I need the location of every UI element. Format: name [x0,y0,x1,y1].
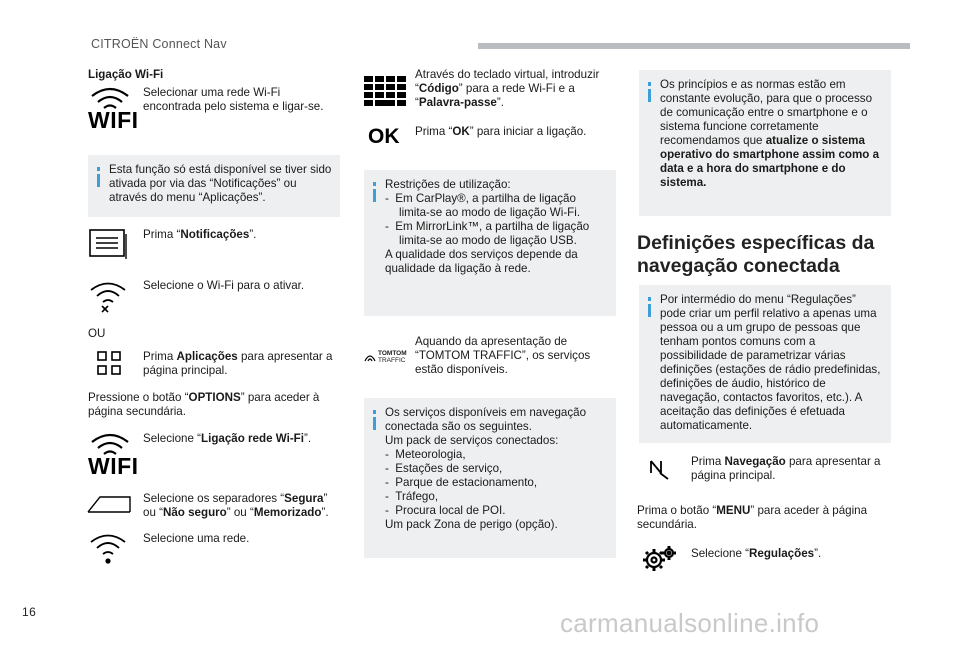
step-press-options: Pressione o botão “OPTIONS” para aceder à página secundária. [88,391,320,418]
header-title: CITROËN Connect Nav [91,37,227,51]
step-activate-wifi: Selecione o Wi-Fi para o ativar. [143,279,305,292]
services-pack: Um pack de serviços conectados: [385,434,559,447]
restriction-item: - Em MirrorLink™, a partilha de ligação limita-se ao modo de ligação USB. [385,220,590,247]
service-item: - Estações de serviço, [385,462,503,475]
apps-icon [96,350,122,380]
notifications-icon [88,228,128,264]
traffic-line: TRAFFIC [378,357,406,364]
note-text: Esta função só está disponível se tiver sido ativada por via das “Notificações” ou através do menu “Aplicações”. [109,163,332,204]
watermark: carmanualsonline.info [560,608,820,638]
step-press-notifications: Prima “Notificações”. [143,228,257,241]
tabs-icon [86,494,132,520]
profile-note-text: Por intermédio do menu “Regulações” pode criar um perfil relativo a apenas uma pessoa ou a um grupo de pessoas que tenham pontos comuns com a possibilidade de parametrizar várias definições (estações de rádio predefinidas, definições de áudio, histórico de navegação, contactos favoritos, etc.). A aceitação das definições é efetuada automaticamente. [660,293,881,432]
header-divider [478,43,910,49]
wifi-label: WIFI [88,107,139,133]
step-select-tabs: Selecione os separadores “Segura” ou “Não seguro” ou “Memorizado”. [143,492,329,519]
service-item: - Parque de estacionamento, [385,476,538,489]
section-title-connected-navigation: Definições específicas da navegação conectada [637,232,875,277]
page-number: 16 [22,605,37,619]
keyboard-icon [364,76,406,110]
restrictions-quality: A qualidade dos serviços depende da qualidade da ligação à rede. [385,248,578,275]
services-intro: Os serviços disponíveis em navegação conectada são os seguintes. [385,406,587,433]
services-danger-zone: Um pack Zona de perigo (opção). [385,518,558,531]
restrictions-title: Restrições de utilização: [385,178,511,191]
step-enter-code: Através do teclado virtual, introduzir “Código” para a rede Wi-Fi e a “Palavra-passe”. [415,68,600,109]
services-note [364,398,616,558]
navigation-icon [648,459,670,485]
step-press-ok: Prima “OK” para iniciar a ligação. [415,125,587,138]
wifi-network-icon [88,432,139,479]
gear-icon [640,544,678,582]
tomtom-line: TOMTOM [378,350,407,357]
profile-note [639,285,891,443]
step-press-apps: Prima Aplicações para apresentar a página principal. [143,350,333,377]
step-select-settings: Selecione “Regulações”. [691,547,822,560]
restrictions-note [364,170,616,316]
step-tomtom-traffic: Aquando da apresentação de “TOMTOM TRAFFIC”, os serviços estão disponíveis. [415,335,591,376]
step-press-navigation: Prima Navegação para apresentar a página principal. [691,455,881,482]
wifi-icon [88,86,139,133]
update-note-text: Os princípios e as normas estão em constante evolução, para que o processo de comunicação entre o smartphone e o sistema funcione corretamente recomendamos que atualize o sistema operativo do smartphone assim como a data e a hora do smartphone e do sistema. [660,78,880,189]
wifi-select-icon [88,532,128,570]
restriction-item: - Em CarPlay®, a partilha de ligação limita-se ao modo de ligação Wi-Fi. [385,192,581,219]
ok-icon: OK [368,125,400,148]
service-item: - Meteorologia, [385,448,466,461]
update-note [639,70,891,216]
section-heading-wifi: Ligação Wi-Fi [88,68,164,81]
service-item: - Procura local de POI. [385,504,506,517]
step-select-wifi: Selecionar uma rede Wi-Fi encontrada pelo sistema e ligar-se. [143,86,324,113]
info-note [88,155,340,217]
or-label: OU [88,327,106,340]
service-item: - Tráfego, [385,490,439,503]
wifi-label: WIFI [88,453,139,479]
wifi-toggle-icon [88,280,128,318]
tomtom-traffic-icon [364,350,410,368]
step-press-menu: Prima o botão “MENU” para aceder à página secundária. [637,504,868,531]
step-select-network: Selecione uma rede. [143,532,250,545]
step-select-wifi-network: Selecione “Ligação rede Wi-Fi”. [143,432,312,445]
